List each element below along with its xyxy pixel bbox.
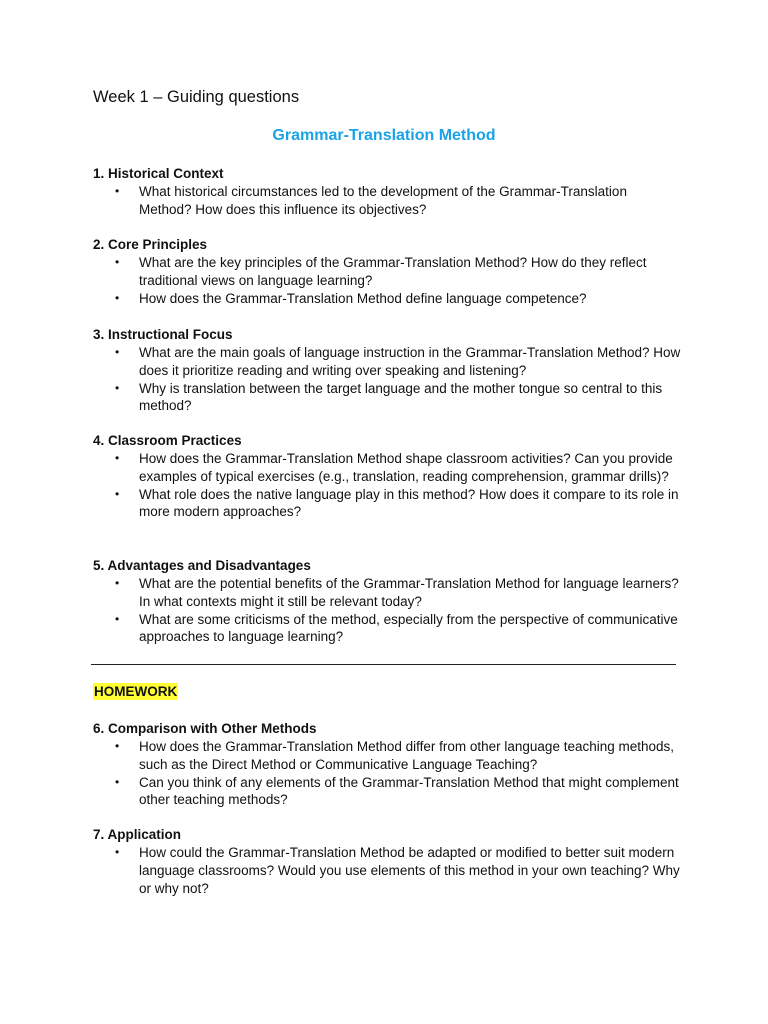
question-item [93,183,683,219]
question-list [93,844,683,897]
question-item [93,611,683,647]
section-heading: 6. Comparison with Other Methods [93,721,317,736]
section-advantages-disadvantages [93,557,683,646]
section-application [93,826,683,897]
bullet-icon: • [115,451,120,465]
section-heading: 5. Advantages and Disadvantages [93,558,311,573]
question-item [93,738,683,774]
bullet-icon: • [115,255,120,269]
section-heading: 7. Application [93,827,182,842]
question-text: What historical circumstances led to the development of the Grammar-Translation Method? How does this influence its objectives? [139,184,627,217]
section-comparison-other-methods [93,720,683,809]
question-item [93,290,683,308]
bullet-icon: • [115,774,120,789]
bullet-icon: • [115,611,120,626]
section-core-principles [93,236,683,307]
bullet-icon: • [115,845,120,859]
question-item [93,486,683,522]
bullet-icon: • [115,576,120,590]
question-list [93,450,683,521]
question-item [93,344,683,380]
question-list [93,183,683,219]
horizontal-divider [91,664,676,665]
question-list [93,575,683,646]
question-text: How does the Grammar-Translation Method define language competence? [139,290,587,306]
bullet-icon: • [115,486,120,501]
document-title: Grammar-Translation Method [272,127,496,144]
section-heading: 1. Historical Context [93,166,224,181]
question-text: Why is translation between the target language and the mother tongue so central to this method? [139,380,663,414]
question-item [93,380,683,416]
bullet-icon: • [115,290,120,305]
week-title: Week 1 – Guiding questions [93,88,300,106]
section-heading: 3. Instructional Focus [93,327,233,342]
question-item [93,844,683,897]
question-item [93,774,683,810]
section-classroom-practices [93,432,683,521]
question-list [93,254,683,307]
question-list [93,738,683,809]
bullet-icon: • [115,345,120,359]
section-heading: 2. Core Principles [93,237,208,252]
question-item [93,575,683,611]
question-text: How could the Grammar-Translation Method be adapted or modified to better suit modern language classrooms? Would you use elements of this method in your own teaching? Why or why not? [139,845,680,896]
homework-label: HOMEWORK [94,684,178,699]
question-text: What are the main goals of language instruction in the Grammar-Translation Method? How does it prioritize reading and writing over speaking and listening? [139,345,681,378]
question-text: Can you think of any elements of the Grammar-Translation Method that might complement other teaching methods? [139,774,679,808]
question-item [93,254,683,290]
question-text: What are the key principles of the Grammar-Translation Method? How do they reflect traditional views on language learning? [139,255,647,288]
bullet-icon: • [115,184,120,198]
bullet-icon: • [115,739,120,753]
question-list [93,344,683,415]
question-text: What are the potential benefits of the Grammar-Translation Method for language learners? In what contexts might it still be relevant today? [139,576,679,609]
question-item [93,450,683,486]
question-text: What are some criticisms of the method, especially from the perspective of communicative approaches to language learning? [139,611,678,645]
section-instructional-focus [93,326,683,415]
section-historical-context [93,165,683,219]
question-text: What role does the native language play in this method? How does it compare to its role in more modern approaches? [139,486,679,520]
question-text: How does the Grammar-Translation Method shape classroom activities? Can you provide examples of typical exercises (e.g., translation, reading comprehension, grammar drills)? [139,451,673,484]
section-heading: 4. Classroom Practices [93,433,242,448]
bullet-icon: • [115,380,120,395]
question-text: How does the Grammar-Translation Method differ from other language teaching methods, such as the Direct Method or Communicative Language Teaching? [139,739,675,772]
